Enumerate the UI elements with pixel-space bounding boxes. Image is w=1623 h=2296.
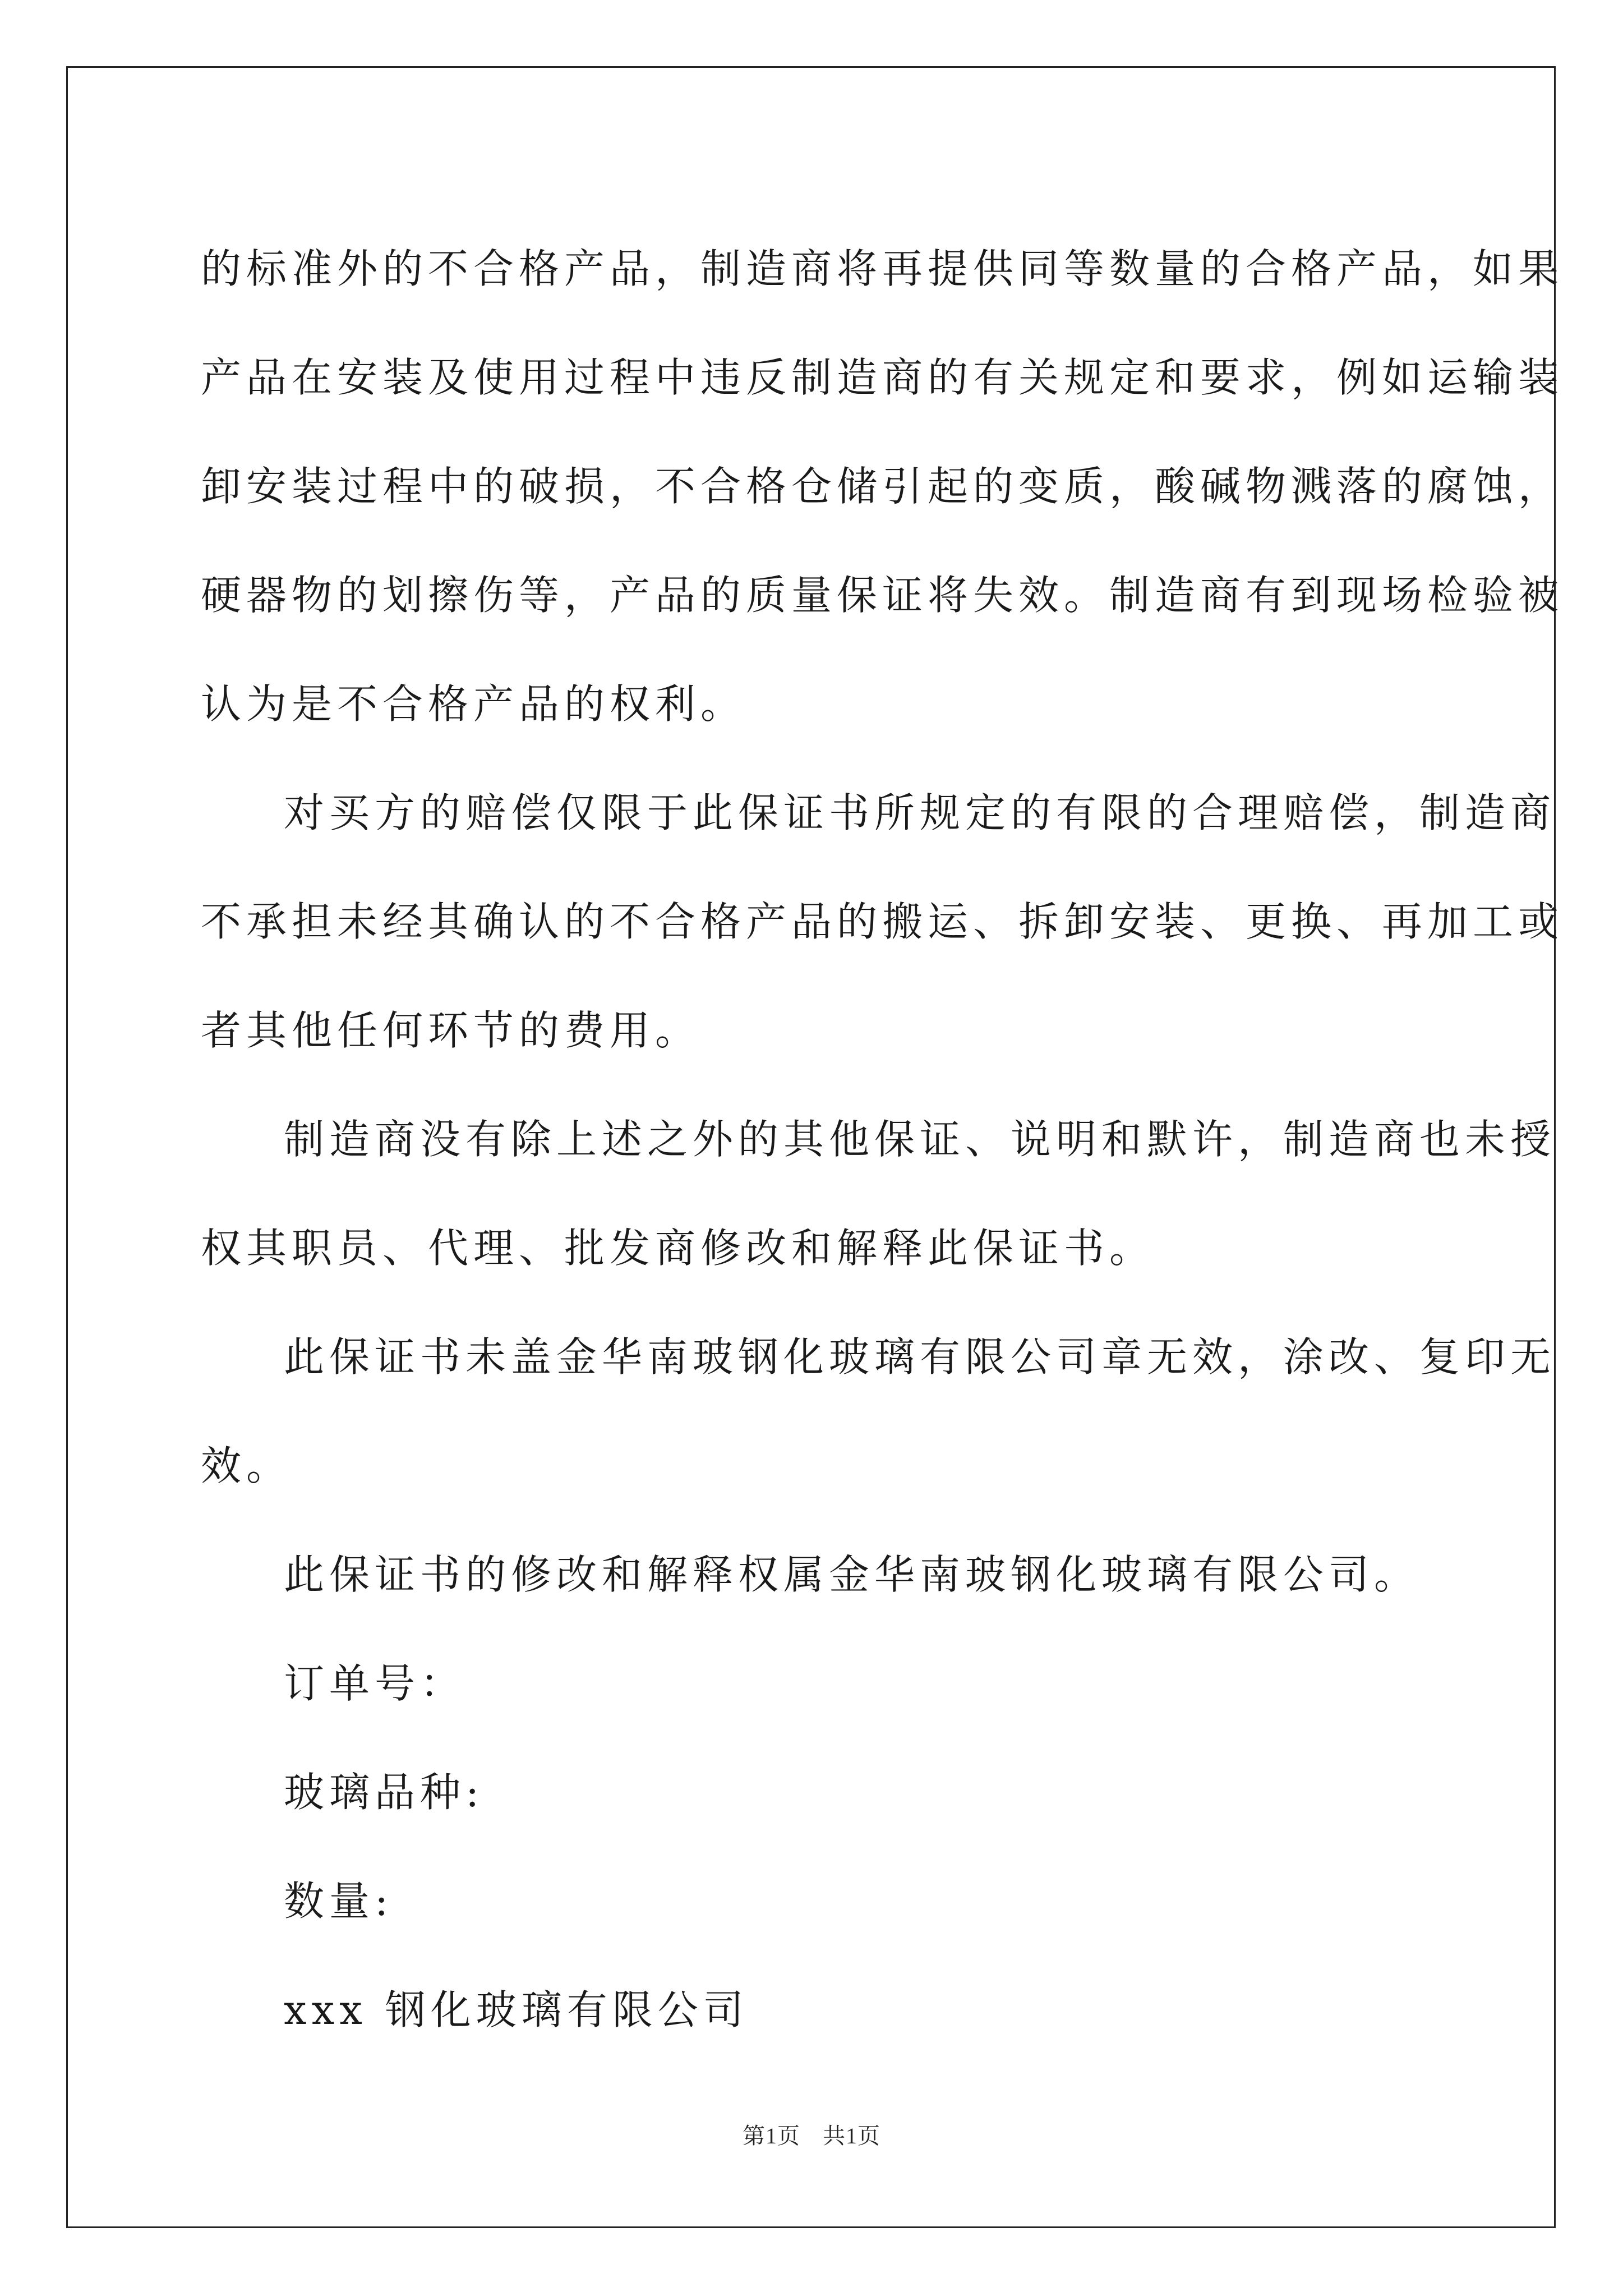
text-line: 不承担未经其确认的不合格产品的搬运、拆卸安装、更换、再加工或 [201,898,1564,945]
text-line: 此保证书的修改和解释权属金华南玻钢化玻璃有限公司。 [284,1551,1420,1598]
text-line: 认为是不合格产品的权利。 [201,680,746,728]
paragraph [201,214,1564,758]
page-total: 共1页 [823,2123,880,2148]
text-line: 硬器物的划擦伤等，产品的质量保证将失效。制造商有到现场检验被 [201,572,1564,619]
paragraph [201,1520,1423,1629]
text-line: 权其职员、代理、批发商修改和解释此保证书。 [201,1225,1155,1272]
paragraph [201,1085,1556,1303]
text-line: 效。 [201,1442,292,1489]
text-line: 卸安装过程中的破损，不合格仓储引起的变质，酸碱物溅落的腐蚀， [201,463,1564,510]
text-line: 此保证书未盖金华南玻钢化玻璃有限公司章无效，涂改、复印无 [284,1333,1556,1381]
company-name [201,1955,1423,2064]
glass-type-label [201,1738,1423,1847]
page-number: 第1页 [743,2123,800,2148]
text-line: 者其他任何环节的费用。 [201,1007,701,1054]
text-line: 的标准外的不合格产品，制造商将再提供同等数量的合格产品，如果 [201,245,1564,292]
text-line: 对买方的赔偿仅限于此保证书所规定的有限的合理赔偿，制造商 [284,789,1556,836]
paragraph [201,758,1564,1085]
text-line: 制造商没有除上述之外的其他保证、说明和默许，制造商也未授 [284,1116,1556,1163]
order-number-label [201,1629,1423,1738]
text-line: xxx 钢化玻璃有限公司 [284,1986,749,2033]
page-footer [0,2118,1623,2150]
document-body [201,214,1564,2064]
quantity-label [201,1847,1423,1955]
text-line: 产品在安装及使用过程中违反制造商的有关规定和要求，例如运输装 [201,354,1564,401]
text-line: 数量: [284,1878,394,1925]
text-line: 玻璃品种: [284,1769,485,1816]
paragraph [201,1303,1556,1520]
text-line: 订单号： [284,1660,466,1707]
